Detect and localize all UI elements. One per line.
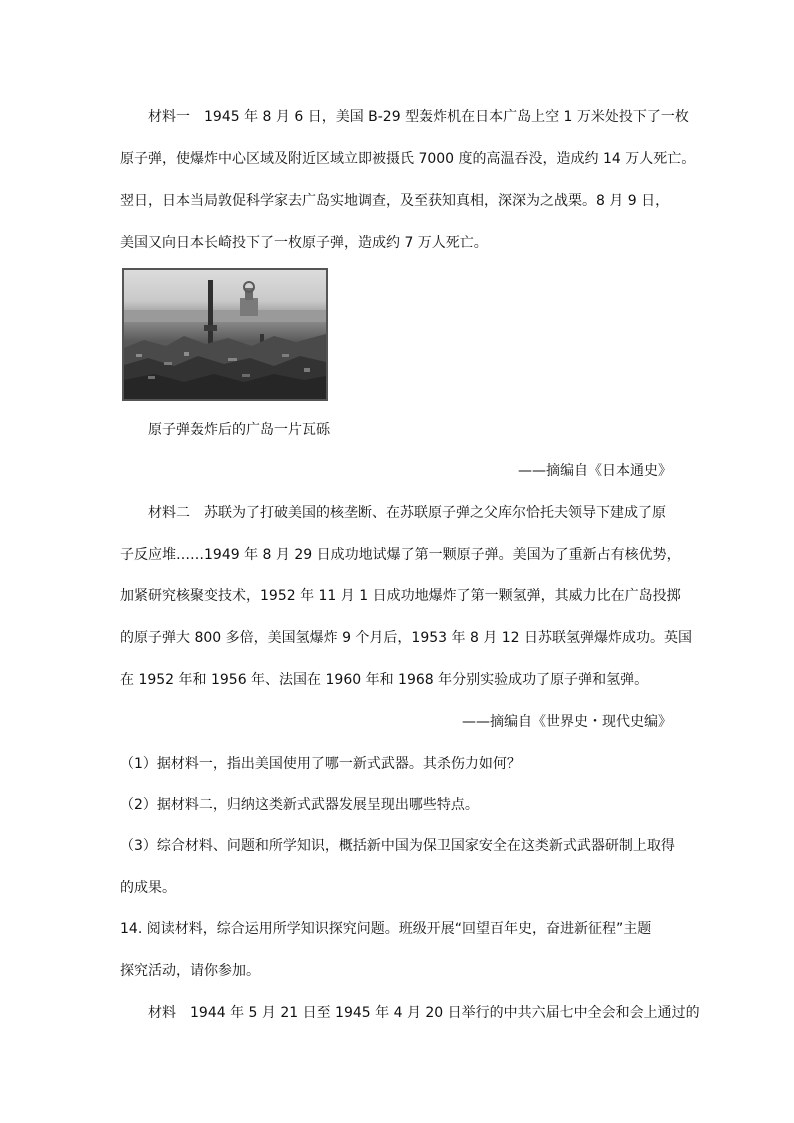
material2-line-5: 在 1952 年和 1956 年、法国在 1960 年和 1968 年分别实验成功了原子弹和氢弹。 [120,672,649,688]
material1-line-3: 翌日，日本当局敦促科学家去广岛实地调查，及至获知真相，深深为之战栗。8 月 9 日， [120,193,670,209]
material2-line-1: 材料二 苏联为了打破美国的核垄断、在苏联原子弹之父库尔恰托夫领导下建成了原 [148,505,666,521]
material2-source: ——摘编自《世界史・现代史编》 [462,714,672,730]
photo-caption: 原子弹轰炸后的广岛一片瓦砾 [148,422,330,438]
material2-line-2: 子反应堆……1949 年 8 月 29 日成功地试爆了第一颗原子弹。美国为了重新占有核优势， [120,547,681,563]
material1-line-2: 原子弹，使爆炸中心区域及附近区域立即被摄氏 7000 度的高温吞没，造成约 14 万人死亡。 [120,151,696,167]
material1-source: ——摘编自《日本通史》 [518,463,672,479]
question-3-cont: 的成果。 [120,880,176,896]
material3-line-1: 材料 1944 年 5 月 21 日至 1945 年 4 月 20 日举行的中共六届七中全会和会上通过的 [148,1005,700,1021]
question-3: （3）综合材料、问题和所学知识，概括新中国为保卫国家安全在这类新式武器研制上取得 [120,838,675,854]
question14-line-2: 探究活动，请你参加。 [120,963,260,979]
material2-line-4: 的原子弹大 800 多倍，美国氢爆炸 9 个月后，1953 年 8 月 12 日苏联氢弹爆炸成功。英国 [120,630,693,646]
question14-line-1: 14. 阅读材料，综合运用所学知识探究问题。班级开展“回望百年史，奋进新征程”主题 [120,921,652,937]
hiroshima-ruins-photo [122,268,328,401]
material1-line-4: 美国又向日本长崎投下了一枚原子弹，造成约 7 万人死亡。 [120,235,488,251]
question-2: （2）据材料二，归纳这类新式武器发展呈现出哪些特点。 [120,797,479,813]
material1-line-1: 材料一 1945 年 8 月 6 日，美国 B-29 型轰炸机在日本广岛上空 1 万米处投下了一枚 [148,109,689,125]
ruins-illustration [124,270,326,399]
material2-line-3: 加紧研究核聚变技术，1952 年 11 月 1 日成功地爆炸了第一颗氢弹，其威力比在广岛投掷 [120,588,681,604]
question-1: （1）据材料一，指出美国使用了哪一新式武器。其杀伤力如何？ [120,756,521,772]
